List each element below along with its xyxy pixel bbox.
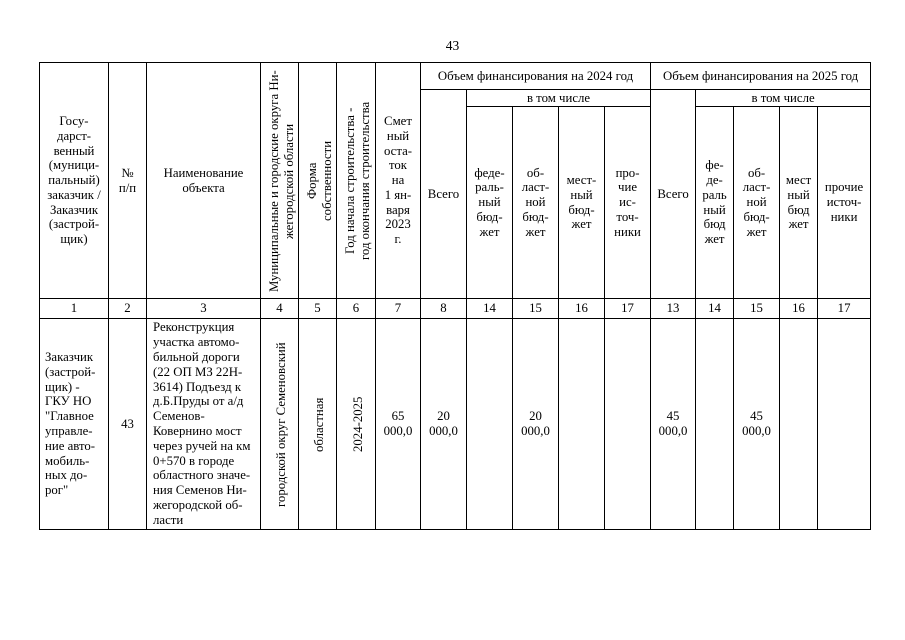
cell-construction-years-label: 2024-2025	[350, 396, 365, 452]
cell-total-2024: 20 000,0	[421, 319, 467, 530]
header-federal-2024: феде- раль- ный бюд- жет	[467, 107, 513, 299]
header-estimated-balance: Смет ный оста- ток на 1 ян- варя 2023 г.	[376, 63, 421, 299]
header-funding-2024: Объем финансирования на 2024 год	[421, 63, 651, 90]
column-number-cell: 17	[818, 299, 871, 319]
column-number-cell: 3	[147, 299, 261, 319]
header-total-2024: Всего	[421, 90, 467, 299]
cell-estimated-balance: 65 000,0	[376, 319, 421, 530]
column-number-cell: 16	[559, 299, 605, 319]
column-number-cell: 15	[513, 299, 559, 319]
header-row-top	[40, 63, 871, 90]
cell-total-2025: 45 000,0	[651, 319, 696, 530]
header-construction-years-label: Год начала строительства - год окончания строительства	[343, 101, 372, 260]
cell-municipality-label: городской округ Семеновский	[274, 341, 289, 507]
header-including-2025: в том числе	[696, 90, 871, 107]
header-municipality-label: Муниципальные и городские округа Ни- жегородской области	[266, 69, 296, 292]
header-object-name: Наименование объекта	[147, 63, 261, 299]
cell-municipality	[261, 319, 299, 530]
column-number-cell: 2	[109, 299, 147, 319]
column-number-cell: 14	[696, 299, 734, 319]
header-local-2024: мест- ный бюд- жет	[559, 107, 605, 299]
header-regional-2025: об- ласт- ной бюд- жет	[734, 107, 780, 299]
column-number-cell: 8	[421, 299, 467, 319]
header-federal-2025: фе- де- раль ный бюд жет	[696, 107, 734, 299]
column-number-cell: 5	[299, 299, 337, 319]
header-ownership	[299, 63, 337, 299]
cell-ownership-label: областная	[312, 396, 327, 452]
header-funding-2025: Объем финансирования на 2025 год	[651, 63, 871, 90]
header-local-2025: мест ный бюд жет	[780, 107, 818, 299]
cell-local-2024	[559, 319, 605, 530]
column-number-cell: 14	[467, 299, 513, 319]
header-municipality	[261, 63, 299, 299]
header-regional-2024: об- ласт- ной бюд- жет	[513, 107, 559, 299]
column-number-cell: 13	[651, 299, 696, 319]
header-including-2024: в том числе	[467, 90, 651, 107]
cell-object-name: Реконструкция участка автомо- бильной дороги (22 ОП МЗ 22Н- 3614) Подъезд к д.Б.Пруды от а/д Семенов- Ковернино мост через ручей на км 0+570 в городе областного значе- ния Семенов Ни- жегородской об- ласти	[147, 319, 261, 530]
table-row	[40, 319, 871, 530]
column-number-cell: 17	[605, 299, 651, 319]
cell-regional-2024: 20 000,0	[513, 319, 559, 530]
cell-other-2025	[818, 319, 871, 530]
cell-ownership	[299, 319, 337, 530]
cell-federal-2024	[467, 319, 513, 530]
cell-construction-years	[337, 319, 376, 530]
cell-row-number: 43	[109, 319, 147, 530]
header-ownership-label: Форма собственности	[304, 140, 334, 221]
column-number-cell: 16	[780, 299, 818, 319]
header-other-2024: про- чие ис- точ- ники	[605, 107, 651, 299]
header-construction-years	[337, 63, 376, 299]
column-number-cell: 6	[337, 299, 376, 319]
cell-federal-2025	[696, 319, 734, 530]
header-total-2025: Всего	[651, 90, 696, 299]
header-customer: Госу- дарст- венный (муници- пальный) заказчик / Заказчик (застрой- щик)	[40, 63, 109, 299]
page-number: 43	[445, 38, 460, 53]
column-number-cell: 7	[376, 299, 421, 319]
cell-local-2025	[780, 319, 818, 530]
column-numbers-row	[40, 299, 871, 319]
column-number-cell: 4	[261, 299, 299, 319]
header-other-2025: прочие источ- ники	[818, 107, 871, 299]
funding-table	[39, 62, 871, 530]
column-number-cell: 1	[40, 299, 109, 319]
header-row-number: № п/п	[109, 63, 147, 299]
cell-regional-2025: 45 000,0	[734, 319, 780, 530]
cell-customer: Заказчик (застрой- щик) - ГКУ НО "Главное управле- ние авто- мобиль- ных до- рог"	[40, 319, 109, 530]
cell-other-2024	[605, 319, 651, 530]
column-number-cell: 15	[734, 299, 780, 319]
